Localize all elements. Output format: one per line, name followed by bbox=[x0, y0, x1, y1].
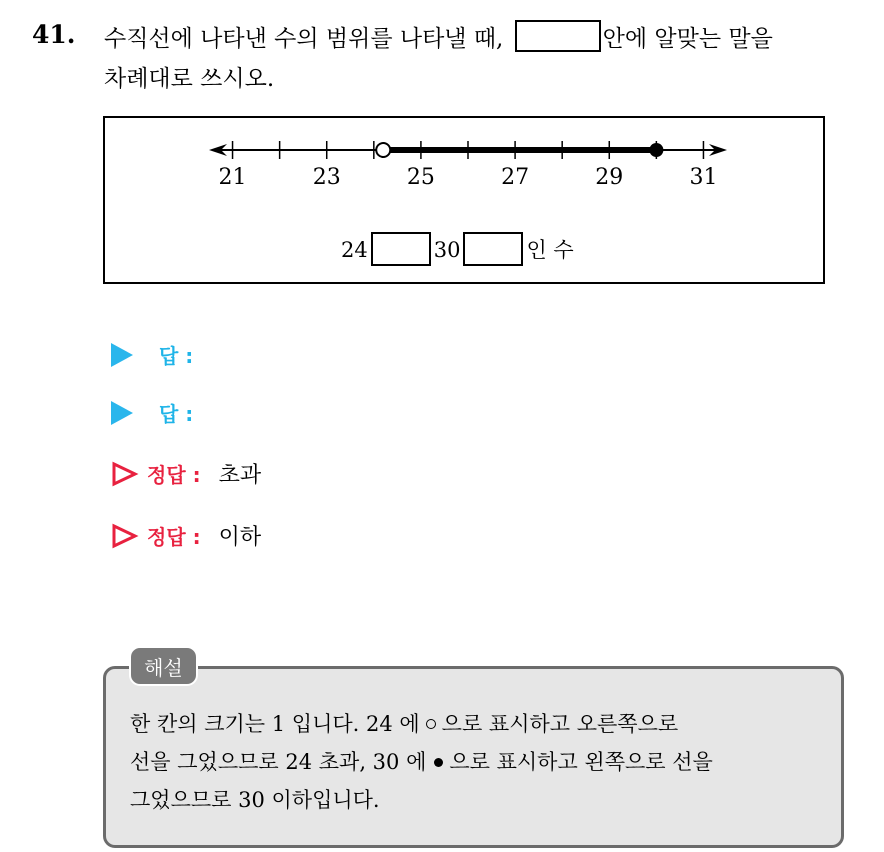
tick-label-29: 29 bbox=[595, 165, 624, 190]
tick-label-23: 23 bbox=[312, 165, 341, 190]
outline-triangle-icon bbox=[111, 461, 139, 487]
tick-label-31: 31 bbox=[689, 165, 718, 190]
tick-label-25: 25 bbox=[406, 165, 435, 190]
question-text-a: 수직선에 나타낸 수의 범위를 나타낼 때, bbox=[104, 26, 504, 52]
tick-label-27: 27 bbox=[501, 165, 530, 190]
question-number: 41. bbox=[32, 20, 76, 49]
explanation-box bbox=[103, 666, 844, 848]
tick-label-21: 21 bbox=[218, 165, 247, 190]
explanation-text-part: 선을 그었으므로 24 초과, 30 에 bbox=[130, 750, 427, 774]
play-triangle-icon bbox=[111, 401, 133, 425]
explanation-text bbox=[130, 705, 830, 819]
question-text-b: 안에 알맞는 말을 bbox=[602, 26, 773, 52]
explanation-text-part: 한 칸의 크기는 1 입니다. 24 에 bbox=[130, 712, 420, 736]
range-statement bbox=[341, 232, 574, 266]
range-lower: 24 bbox=[341, 238, 368, 262]
filled-circle-icon bbox=[434, 758, 443, 767]
range-upper: 30 bbox=[433, 238, 461, 262]
range-blank-2 bbox=[463, 232, 523, 266]
explanation-text-part: 으로 표시하고 오른쪽으로 bbox=[441, 712, 679, 736]
answer-label: 답 : bbox=[159, 344, 194, 368]
problem-box bbox=[103, 116, 825, 284]
explanation-line-3: 그었으므로 30 이하입니다. bbox=[130, 788, 380, 812]
outline-triangle-icon bbox=[111, 523, 139, 549]
question-blank-box bbox=[515, 20, 601, 52]
answer-label: 답 : bbox=[159, 402, 194, 426]
play-triangle-icon bbox=[111, 343, 133, 367]
explanation-tag: 해설 bbox=[129, 646, 198, 686]
closed-point bbox=[649, 143, 663, 157]
open-circle-icon bbox=[426, 719, 436, 729]
correct-answer-row-1 bbox=[111, 458, 261, 489]
question-line-2: 차례대로 쓰시오. bbox=[104, 66, 275, 92]
answer-row-2 bbox=[111, 398, 193, 427]
explanation-line-2 bbox=[130, 743, 830, 781]
answer-row-1 bbox=[111, 340, 193, 369]
range-blank-1 bbox=[371, 232, 431, 266]
correct-answer-label: 정답 : bbox=[147, 463, 201, 487]
correct-answer-value: 초과 bbox=[218, 463, 262, 488]
question-line-1 bbox=[104, 20, 773, 53]
correct-answer-value: 이하 bbox=[218, 525, 262, 550]
correct-answer-label: 정답 : bbox=[147, 525, 201, 549]
open-point bbox=[376, 143, 390, 157]
range-suffix: 인 수 bbox=[526, 238, 574, 262]
number-line bbox=[105, 118, 823, 218]
explanation-text-part: 으로 표시하고 왼쪽으로 선을 bbox=[449, 750, 713, 774]
explanation-line-1 bbox=[130, 705, 830, 743]
correct-answer-row-2 bbox=[111, 520, 261, 551]
